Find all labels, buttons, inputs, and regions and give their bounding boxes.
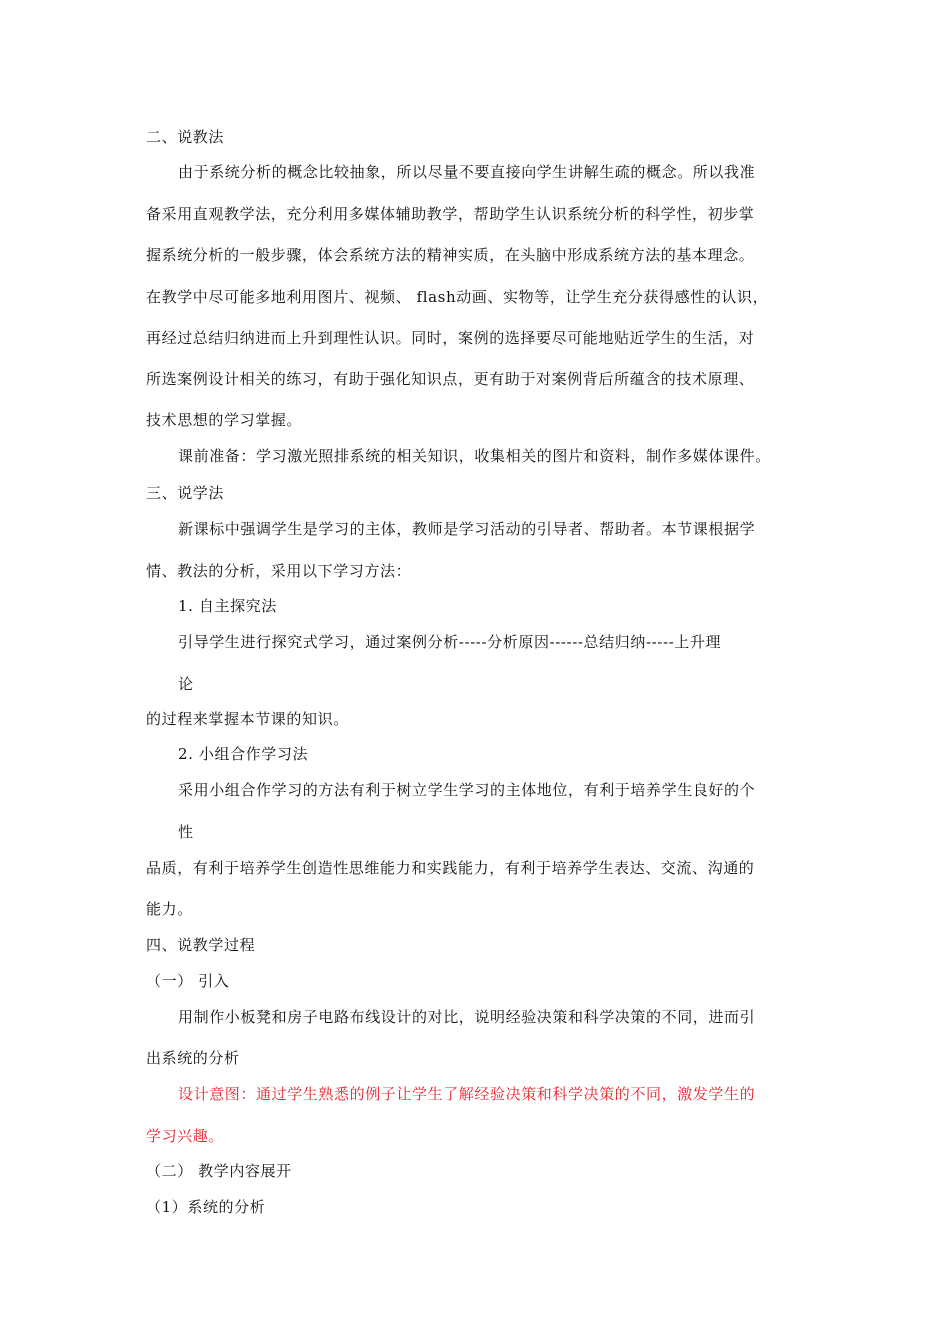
paragraph-line: 引导学生进行探究式学习，通过案例分析-----分析原因------总结归纳-----上升理 xyxy=(178,633,722,651)
subheading-system-analysis: （1）系统的分析 xyxy=(146,1198,266,1216)
paragraph-line: 采用小组合作学习的方法有利于树立学生学习的主体地位，有利于培养学生良好的个 xyxy=(178,781,756,799)
heading-learning-method: 三、说学法 xyxy=(146,484,225,502)
paragraph-line: 性 xyxy=(178,823,194,841)
paragraph-line: 新课标中强调学生是学习的主体，教师是学习活动的引导者、帮助者。本节课根据学 xyxy=(178,520,756,538)
paragraph-line: 由于系统分析的概念比较抽象，所以尽量不要直接向学生讲解生疏的概念。所以我准 xyxy=(178,163,756,181)
design-intent-line: 设计意图：通过学生熟悉的例子让学生了解经验决策和科学决策的不同，激发学生的 xyxy=(178,1085,756,1103)
subheading-content: （二） 教学内容展开 xyxy=(146,1162,292,1180)
design-intent-line: 学习兴趣。 xyxy=(146,1127,225,1145)
heading-teaching-method: 二、说教法 xyxy=(146,128,225,146)
heading-teaching-process: 四、说教学过程 xyxy=(146,936,256,954)
paragraph-line: 所选案例设计相关的练习，有助于强化知识点，更有助于对案例背后所蕴含的技术原理、 xyxy=(146,370,755,388)
paragraph-line: 出系统的分析 xyxy=(146,1049,240,1067)
subheading-introduction: （一） 引入 xyxy=(146,972,230,990)
paragraph-line: 用制作小板凳和房子电路布线设计的对比，说明经验决策和科学决策的不同，进而引 xyxy=(178,1008,756,1026)
list-item-heading: 1. 自主探究法 xyxy=(178,597,277,615)
paragraph-line: 再经过总结归纳进而上升到理性认识。同时，案例的选择要尽可能地贴近学生的生活，对 xyxy=(146,329,755,347)
paragraph-line: 品质，有利于培养学生创造性思维能力和实践能力，有利于培养学生表达、交流、沟通的 xyxy=(146,859,755,877)
paragraph-line: 备采用直观教学法，充分利用多媒体辅助教学，帮助学生认识系统分析的科学性，初步掌 xyxy=(146,205,755,223)
paragraph-line: 在教学中尽可能多地利用图片、视频、 flash动画、实物等，让学生充分获得感性的认识， xyxy=(146,288,769,306)
paragraph-line: 课前准备：学习激光照排系统的相关知识，收集相关的图片和资料，制作多媒体课件。 xyxy=(178,447,771,465)
paragraph-line: 技术思想的学习掌握。 xyxy=(146,411,303,429)
paragraph-line: 握系统分析的一般步骤，体会系统方法的精神实质，在头脑中形成系统方法的基本理念。 xyxy=(146,246,755,264)
paragraph-line: 的过程来掌握本节课的知识。 xyxy=(146,710,349,728)
paragraph-line: 情、教法的分析，采用以下学习方法： xyxy=(146,562,412,580)
paragraph-line: 能力。 xyxy=(146,900,193,918)
list-item-heading: 2. 小组合作学习法 xyxy=(178,745,309,763)
paragraph-line: 论 xyxy=(178,675,194,693)
